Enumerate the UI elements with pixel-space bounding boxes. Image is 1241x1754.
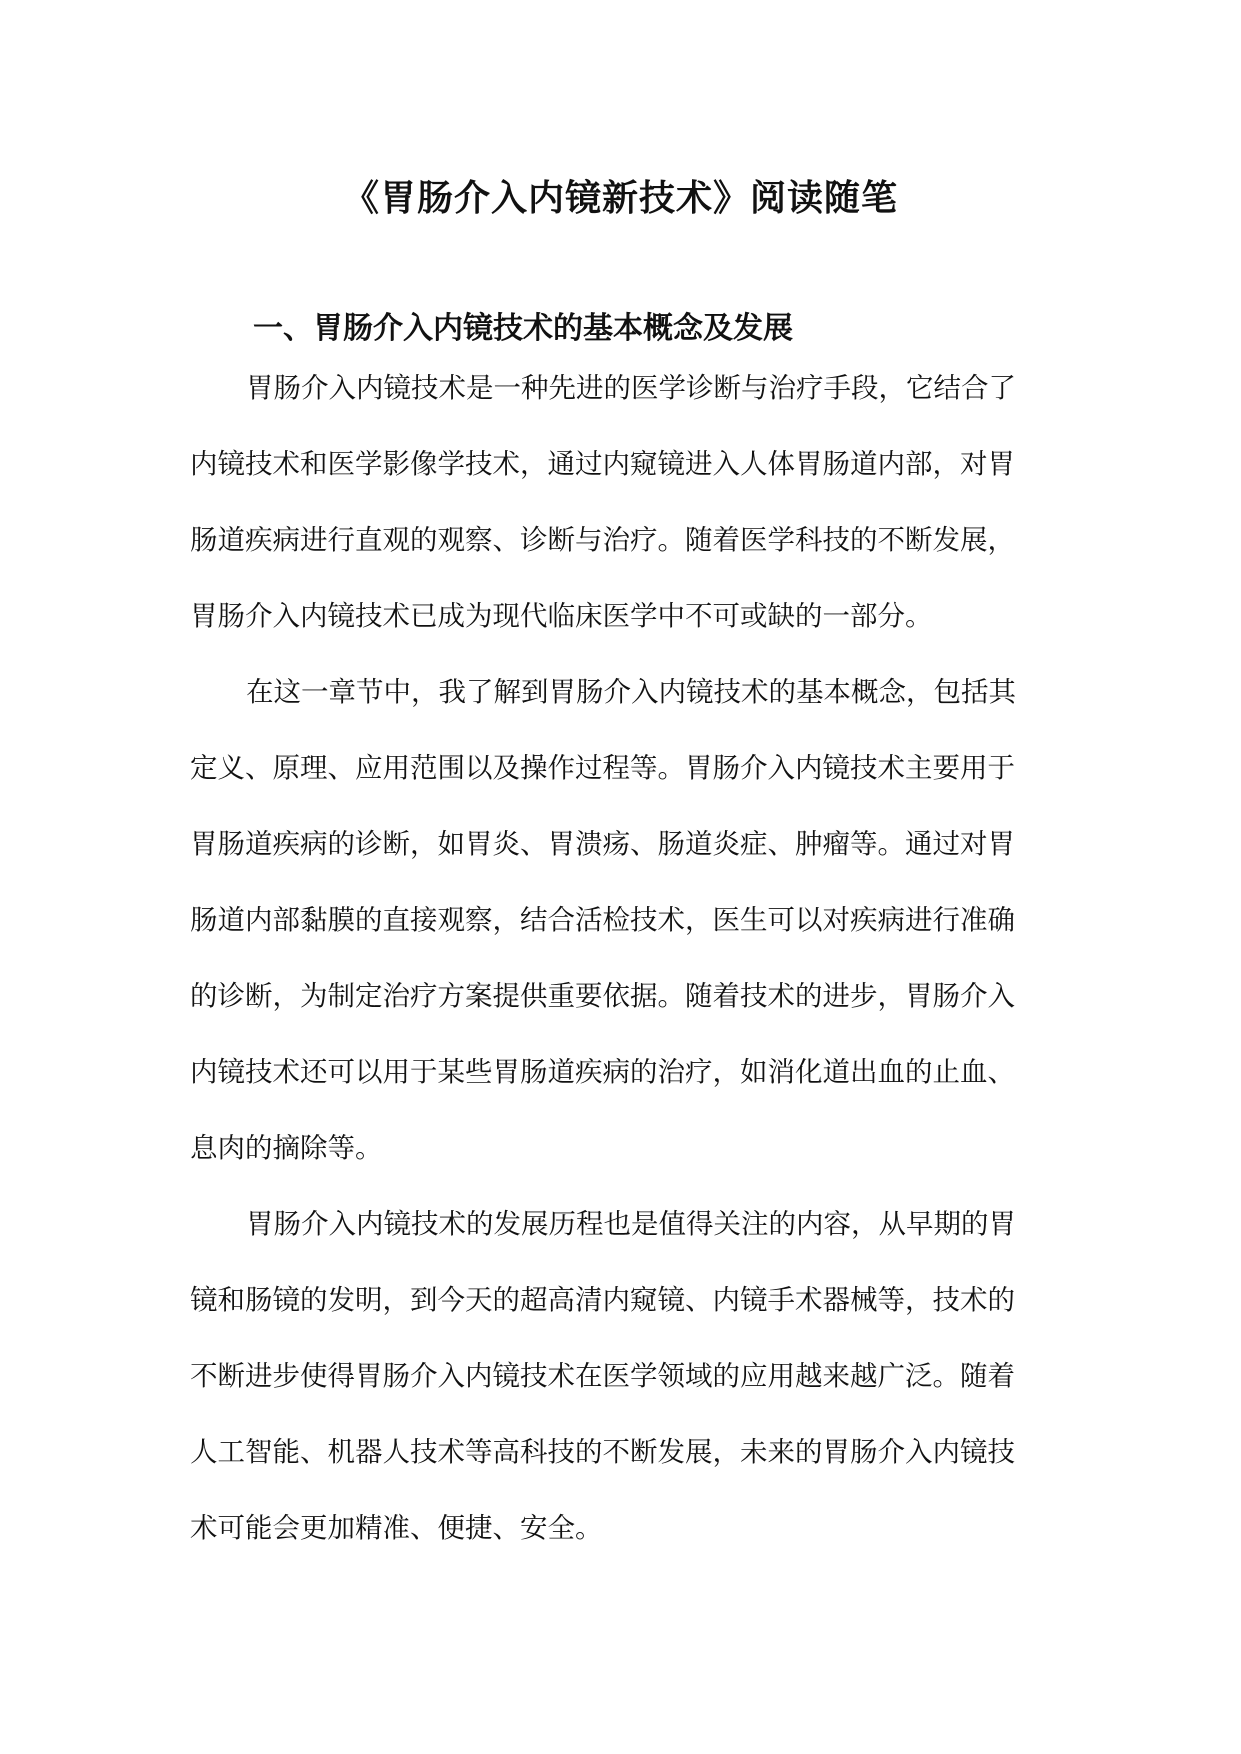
document-title: 《胃肠介入内镜新技术》阅读随笔 bbox=[342, 177, 898, 220]
paragraph-1 bbox=[190, 350, 1050, 654]
paragraph-line: 胃肠道疾病的诊断，如胃炎、胃溃疡、肠道炎症、肿瘤等。通过对胃 bbox=[190, 828, 1015, 860]
paragraph-line: 肠道疾病进行直观的观察、诊断与治疗。随着医学科技的不断发展， bbox=[190, 524, 1015, 556]
paragraph-line: 胃肠介入内镜技术是一种先进的医学诊断与治疗手段，它结合了 bbox=[246, 372, 1016, 404]
paragraph-3 bbox=[190, 1186, 1050, 1566]
paragraph-line: 息肉的摘除等。 bbox=[190, 1132, 383, 1164]
paragraph-line: 术可能会更加精准、便捷、安全。 bbox=[190, 1512, 603, 1544]
paragraph-line: 不断进步使得胃肠介入内镜技术在医学领域的应用越来越广泛。随着 bbox=[190, 1360, 1015, 1392]
paragraph-line: 内镜技术还可以用于某些胃肠道疾病的治疗，如消化道出血的止血、 bbox=[190, 1056, 1015, 1088]
paragraph-line: 胃肠介入内镜技术的发展历程也是值得关注的内容，从早期的胃 bbox=[246, 1208, 1016, 1240]
section-heading: 一、胃肠介入内镜技术的基本概念及发展 bbox=[253, 310, 793, 346]
paragraph-line: 在这一章节中，我了解到胃肠介入内镜技术的基本概念，包括其 bbox=[246, 676, 1016, 708]
paragraph-line: 肠道内部黏膜的直接观察，结合活检技术，医生可以对疾病进行准确 bbox=[190, 904, 1015, 936]
paragraph-line: 的诊断，为制定治疗方案提供重要依据。随着技术的进步，胃肠介入 bbox=[190, 980, 1015, 1012]
paragraph-line: 胃肠介入内镜技术已成为现代临床医学中不可或缺的一部分。 bbox=[190, 600, 933, 632]
paragraph-line: 镜和肠镜的发明，到今天的超高清内窥镜、内镜手术器械等，技术的 bbox=[190, 1284, 1015, 1316]
paragraph-line: 内镜技术和医学影像学技术，通过内窥镜进入人体胃肠道内部，对胃 bbox=[190, 448, 1015, 480]
paragraph-line: 定义、原理、应用范围以及操作过程等。胃肠介入内镜技术主要用于 bbox=[190, 752, 1015, 784]
paragraph-line: 人工智能、机器人技术等高科技的不断发展，未来的胃肠介入内镜技 bbox=[190, 1436, 1015, 1468]
paragraph-2 bbox=[190, 654, 1050, 1186]
